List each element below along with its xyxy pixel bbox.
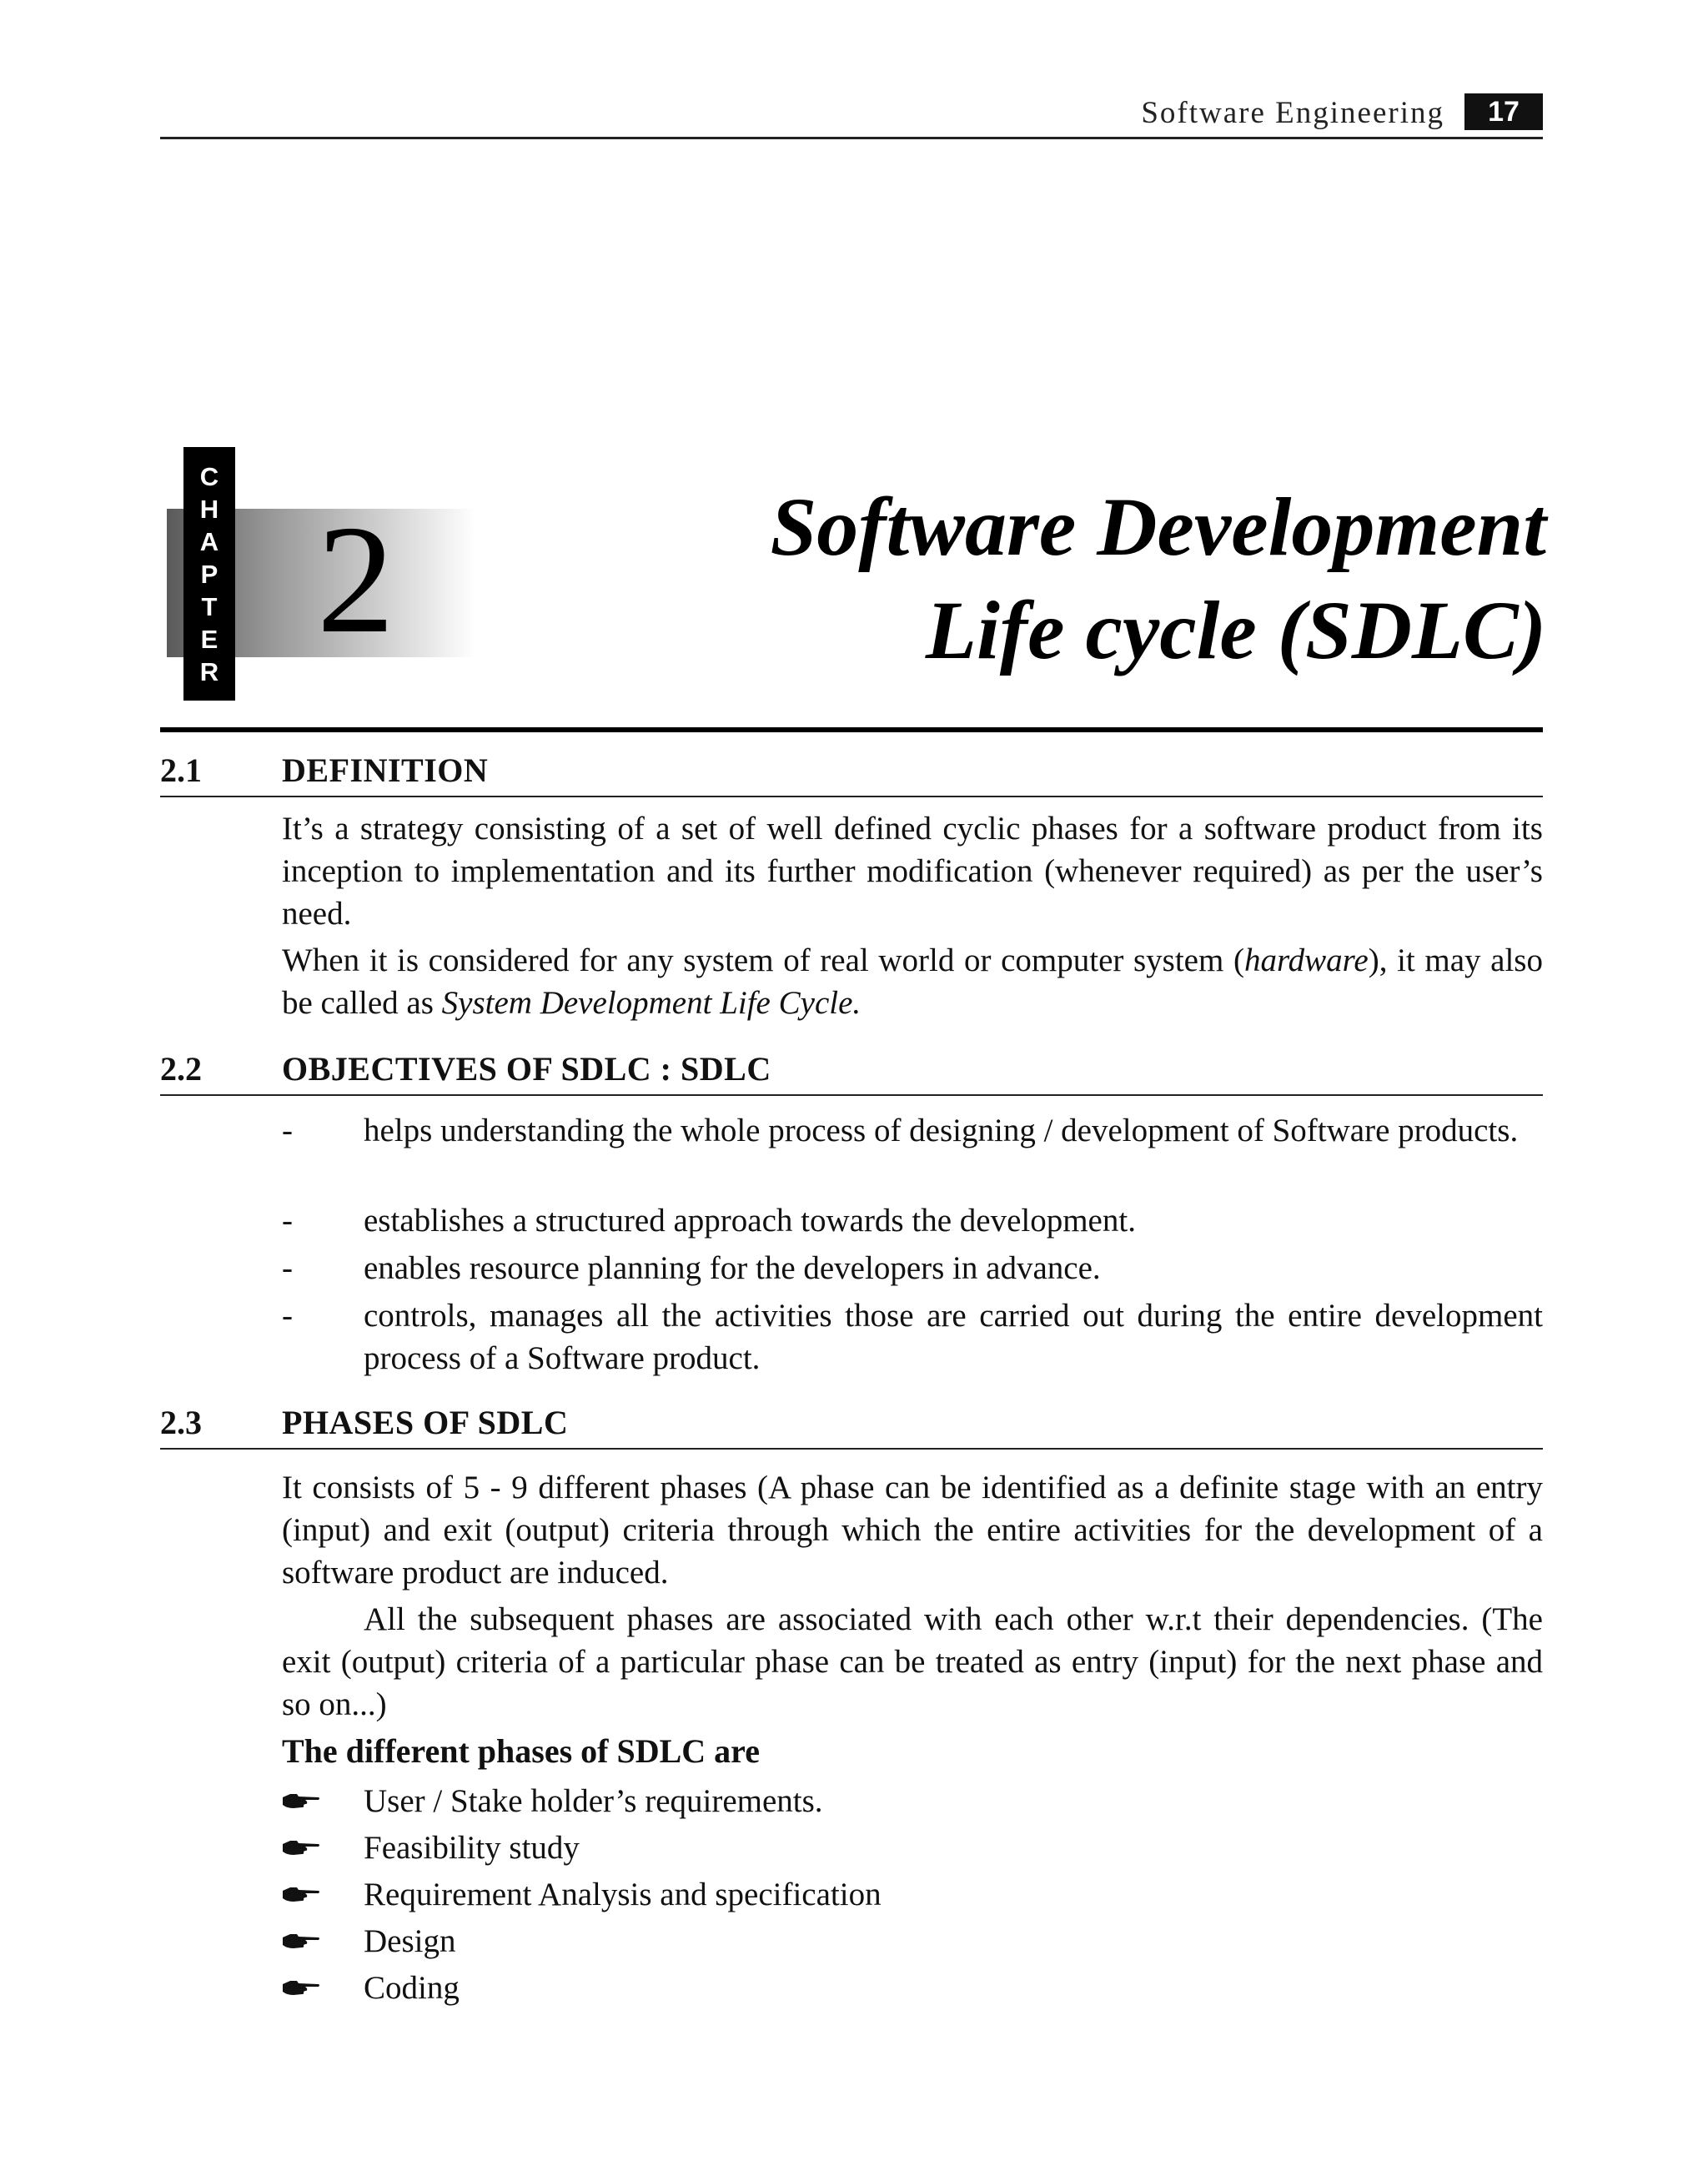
pointing-hand-icon	[282, 1930, 320, 1952]
phase-list-item	[282, 1872, 1543, 1918]
chapter-title	[771, 475, 1546, 682]
section-heading-definition	[160, 746, 1543, 797]
objective-item	[282, 1247, 1543, 1289]
objective-text: enables resource planning for the developers in advance.	[364, 1250, 1101, 1286]
phase-text: User / Stake holder’s requirements.	[364, 1783, 823, 1819]
phase-list-item	[282, 1778, 1543, 1825]
chapter-tab-letter: E	[200, 624, 219, 654]
paragraph-text: When it is considered for any system of real world or computer system (	[282, 942, 1244, 978]
phase-text: Coding	[364, 1970, 460, 2006]
objective-text: helps understanding the whole process of designing / development of Software products.	[364, 1113, 1519, 1148]
dash-marker: -	[282, 1113, 293, 1148]
italic-term: System Development Life Cycle.	[441, 985, 862, 1021]
paragraph-text: ), it may also be called as	[282, 942, 1543, 1021]
objective-text: controls, manages all the activities those are carried out during the entire development process of a Software product.	[364, 1298, 1543, 1376]
chapter-tab-letter: T	[201, 591, 218, 621]
phases-list-heading: The different phases of SDLC are	[282, 1732, 760, 1770]
section-heading-phases	[160, 1398, 1543, 1450]
page-number: 17	[1464, 93, 1543, 130]
objective-item	[282, 1109, 1543, 1152]
phase-text: Feasibility study	[364, 1830, 580, 1866]
pointing-hand-icon	[282, 1883, 320, 1905]
dash-marker: -	[282, 1298, 293, 1334]
section-title: PHASES OF SDLC	[282, 1404, 569, 1441]
page-header	[160, 90, 1543, 139]
pointing-hand-icon	[282, 1790, 320, 1812]
section-number: 2.2	[160, 1050, 202, 1088]
phase-list-item	[282, 1965, 1543, 2012]
objective-item	[282, 1294, 1543, 1379]
section-number: 2.1	[160, 751, 202, 789]
objective-text: establishes a structured approach towards the development.	[364, 1203, 1136, 1239]
phase-text: Design	[364, 1923, 456, 1959]
chapter-tab-letter: C	[199, 461, 219, 491]
phases-paragraph-2: All the subsequent phases are associated with each other w.r.t their dependencies. (The exit (output) criteria of a particular phase can be treated as entry (input) for the next phase and so on...)	[282, 1601, 1543, 1722]
pointing-hand-icon	[282, 1977, 320, 1998]
section-heading-objectives	[160, 1044, 1543, 1096]
definition-paragraph-2	[282, 939, 1543, 1024]
chapter-tab-letter: H	[199, 494, 219, 524]
chapter-rule	[160, 727, 1543, 732]
section-number: 2.3	[160, 1404, 202, 1441]
italic-term: hardware	[1243, 942, 1369, 978]
chapter-title-line-2: Life cycle (SDLC)	[925, 584, 1546, 676]
phases-paragraph-1: It consists of 5 - 9 different phases (A phase can be identified as a definite stage with an entry (input) and exit (output) criteria through which the entire activities for the development of a software product are induced.	[282, 1470, 1543, 1591]
phase-text: Requirement Analysis and specification	[364, 1877, 882, 1912]
objective-item	[282, 1199, 1543, 1242]
dash-marker: -	[282, 1203, 293, 1239]
chapter-tab-letter: P	[200, 559, 219, 589]
phase-list-item	[282, 1825, 1543, 1872]
section-title: DEFINITION	[282, 751, 489, 789]
chapter-tab	[183, 447, 235, 701]
chapter-number: 2	[317, 494, 394, 666]
phase-list-item	[282, 1918, 1543, 1965]
chapter-tab-letter: A	[199, 526, 219, 556]
chapter-title-line-1: Software Development	[770, 480, 1546, 573]
section-title: OBJECTIVES OF SDLC : SDLC	[282, 1050, 771, 1088]
pointing-hand-icon	[282, 1837, 320, 1858]
dash-marker: -	[282, 1250, 293, 1286]
definition-paragraph-1: It’s a strategy consisting of a set of well defined cyclic phases for a software product from its inception to implementation and its further modification (whenever required) as per the user’s need.	[282, 811, 1543, 932]
chapter-tab-letter: R	[199, 656, 219, 686]
running-title: Software Engineering	[1141, 96, 1444, 130]
